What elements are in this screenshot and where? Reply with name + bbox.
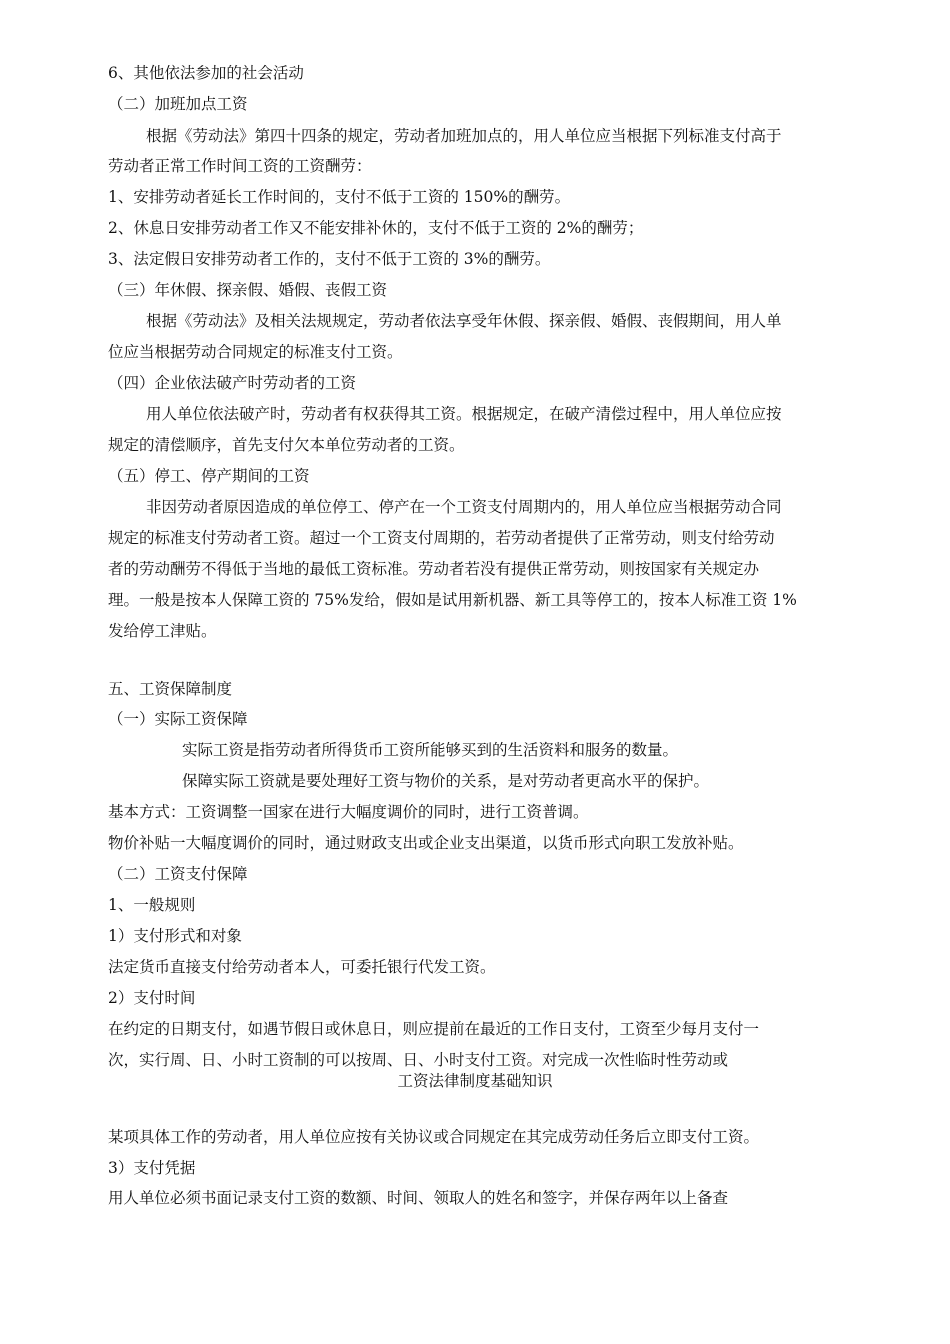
paragraph-line: 规定的清偿顺序，首先支付欠本单位劳动者的工资。 bbox=[108, 436, 465, 454]
paragraph-line: 发给停工津贴。 bbox=[108, 622, 217, 640]
paragraph-line: 位应当根据劳动合同规定的标准支付工资。 bbox=[108, 343, 403, 361]
sub-heading: 2）支付时间 bbox=[108, 989, 196, 1007]
section-heading: （二）加班加点工资 bbox=[108, 95, 248, 113]
section-heading: （三）年休假、探亲假、婚假、丧假工资 bbox=[108, 281, 388, 299]
sub-heading: 1）支付形式和对象 bbox=[108, 927, 242, 945]
paragraph-line: 某项具体工作的劳动者，用人单位应按有关协议或合同规定在其完成劳动任务后立即支付工资。 bbox=[108, 1128, 760, 1146]
paragraph-line: 理。一般是按本人保障工资的 75%发给，假如是试用新机器、新工具等停工的，按本人标准工资 1% bbox=[108, 591, 797, 609]
paragraph-line: 次，实行周、日、小时工资制的可以按周、日、小时支付工资。对完成一次性临时性劳动或 bbox=[108, 1051, 729, 1069]
paragraph-line: 基本方式：工资调整一国家在进行大幅度调价的同时，进行工资普调。 bbox=[108, 803, 589, 821]
chapter-heading: 五、工资保障制度 bbox=[108, 680, 233, 698]
paragraph-line: 用人单位依法破产时，劳动者有权获得其工资。根据规定，在破产清偿过程中，用人单位应按 bbox=[146, 405, 782, 423]
paragraph-line: 保障实际工资就是要处理好工资与物价的关系，是对劳动者更高水平的保护。 bbox=[182, 772, 710, 790]
list-item: 6、其他依法参加的社会活动 bbox=[108, 64, 304, 82]
paragraph-line: 规定的标准支付劳动者工资。超过一个工资支付周期的，若劳动者提供了正常劳动，则支付给劳动 bbox=[108, 529, 775, 547]
sub-heading: 1、一般规则 bbox=[108, 896, 196, 914]
list-item: 2、休息日安排劳动者工作又不能安排补休的，支付不低于工资的 2%的酬劳； bbox=[108, 219, 644, 237]
page-footer-title: 工资法律制度基础知识 bbox=[397, 1072, 553, 1090]
sub-heading: 3）支付凭据 bbox=[108, 1159, 196, 1177]
paragraph-line: 非因劳动者原因造成的单位停工、停产在一个工资支付周期内的，用人单位应当根据劳动合同 bbox=[146, 498, 782, 516]
paragraph-line: 实际工资是指劳动者所得货币工资所能够买到的生活资料和服务的数量。 bbox=[182, 741, 679, 759]
paragraph-line: 根据《劳动法》第四十四条的规定，劳动者加班加点的，用人单位应当根据下列标准支付高于 bbox=[146, 127, 782, 145]
paragraph-line: 劳动者正常工作时间工资的工资酬劳： bbox=[108, 157, 372, 175]
paragraph-line: 在约定的日期支付，如遇节假日或休息日，则应提前在最近的工作日支付，工资至少每月支付一 bbox=[108, 1020, 760, 1038]
paragraph-line: 者的劳动酬劳不得低于当地的最低工资标准。劳动者若没有提供正常劳动，则按国家有关规定办 bbox=[108, 560, 760, 578]
paragraph-line: 用人单位必须书面记录支付工资的数额、时间、领取人的姓名和签字，并保存两年以上备查 bbox=[108, 1189, 729, 1207]
section-heading: （一）实际工资保障 bbox=[108, 710, 248, 728]
section-heading: （四）企业依法破产时劳动者的工资 bbox=[108, 374, 357, 392]
section-heading: （二）工资支付保障 bbox=[108, 865, 248, 883]
section-heading: （五）停工、停产期间的工资 bbox=[108, 467, 310, 485]
paragraph-line: 根据《劳动法》及相关法规规定，劳动者依法享受年休假、探亲假、婚假、丧假期间，用人单 bbox=[146, 312, 782, 330]
list-item: 1、安排劳动者延长工作时间的，支付不低于工资的 150%的酬劳。 bbox=[108, 188, 571, 206]
list-item: 3、法定假日安排劳动者工作的，支付不低于工资的 3%的酬劳。 bbox=[108, 250, 551, 268]
paragraph-line: 物价补贴一大幅度调价的同时，通过财政支出或企业支出渠道，以货币形式向职工发放补贴。 bbox=[108, 834, 744, 852]
paragraph-line: 法定货币直接支付给劳动者本人，可委托银行代发工资。 bbox=[108, 958, 496, 976]
